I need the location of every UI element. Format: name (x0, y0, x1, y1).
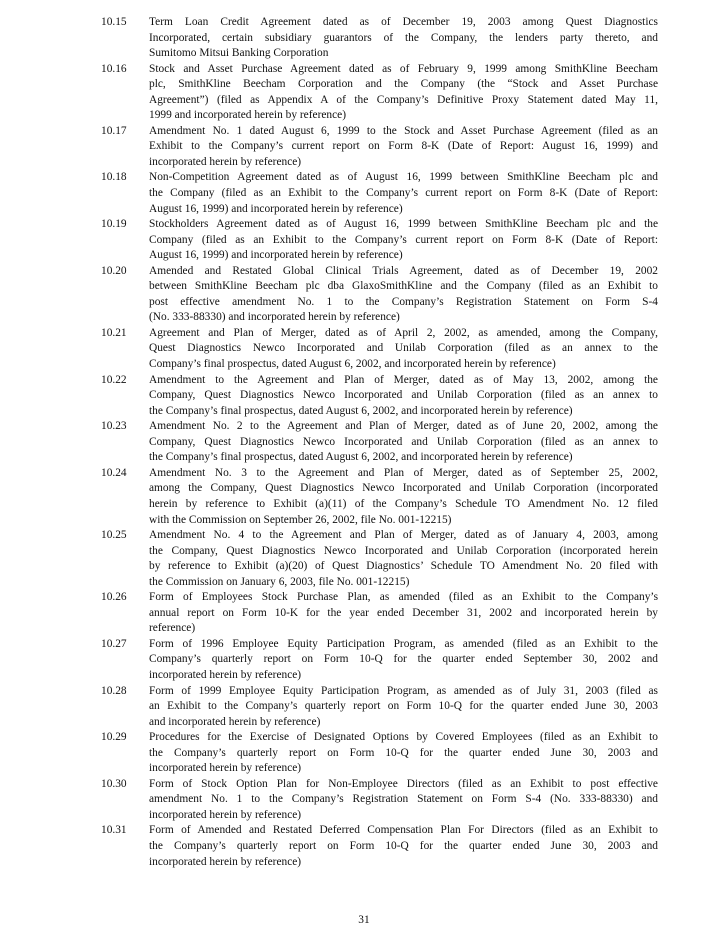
exhibit-entry (101, 777, 658, 824)
exhibit-description-line: Amendment No. 2 to the Agreement and Plan of Merger, dated as of June 20, 2002, among the (149, 420, 658, 433)
exhibit-description (149, 419, 658, 466)
exhibit-entry (101, 15, 658, 62)
exhibit-number: 10.24 (101, 466, 127, 479)
exhibit-list (101, 15, 658, 870)
exhibit-description-line: Stockholders Agreement dated as of August 16, 1999 between SmithKline Beecham plc and the (149, 218, 658, 231)
exhibit-number: 10.27 (101, 637, 127, 650)
exhibit-description-line: Procedures for the Exercise of Designated Options by Covered Employees (filed as an Exhibit to (149, 731, 658, 744)
page-number: 31 (358, 914, 370, 926)
exhibit-description-line: Form of 1999 Employee Equity Participation Program, as amended as of July 31, 2003 (filed as (149, 684, 658, 697)
exhibit-description-line: by reference to Exhibit (a)(20) of Quest Diagnostics’ Schedule TO Amendment No. 20 filed with (149, 560, 658, 573)
exhibit-description (149, 264, 658, 326)
exhibit-description-line: Stock and Asset Purchase Agreement dated as of February 9, 1999 among SmithKline Beecham (149, 62, 658, 75)
exhibit-number: 10.30 (101, 777, 127, 790)
exhibit-description-line: an Exhibit to the Company’s quarterly report on Form 10-Q for the quarter ended June 30, 2003 (149, 700, 658, 713)
exhibit-description-line: the Company, Quest Diagnostics Newco Incorporated and Unilab Corporation (incorporated herein (149, 544, 658, 557)
exhibit-entry (101, 637, 658, 684)
exhibit-description (149, 684, 658, 731)
exhibit-description-line: incorporated herein by reference) (149, 155, 302, 168)
exhibit-entry (101, 684, 658, 731)
exhibit-description-line: the Company’s final prospectus, dated August 6, 2002, and incorporated herein by reference) (149, 451, 573, 464)
exhibit-number: 10.20 (101, 264, 127, 277)
exhibit-description-line: herein by reference to Exhibit (a)(11) of the Company’s Schedule TO Amendment No. 12 filed (149, 497, 658, 510)
exhibit-number: 10.28 (101, 684, 127, 697)
exhibit-description-line: Sumitomo Mitsui Banking Corporation (149, 47, 329, 60)
exhibit-description (149, 15, 658, 62)
exhibit-entry (101, 419, 658, 466)
exhibit-number: 10.25 (101, 529, 127, 542)
exhibit-description-line: (No. 333-88330) and incorporated herein by reference) (149, 311, 400, 324)
exhibit-description-line: Incorporated, certain subsidiary guarantors of the Company, the lenders party thereto, and (149, 31, 658, 44)
exhibit-description-line: annual report on Form 10-K for the year ended December 31, 2002 and incorporated herein by (149, 606, 658, 619)
exhibit-description-line: 1999 and incorporated herein by reference) (149, 109, 347, 122)
exhibit-description-line: incorporated herein by reference) (149, 855, 302, 868)
exhibit-description-line: Company’s quarterly report on Form 10-Q for the quarter ended September 30, 2002 and (149, 653, 658, 666)
exhibit-entry (101, 326, 658, 373)
exhibit-number: 10.19 (101, 218, 127, 231)
exhibit-description-line: Company (filed as an Exhibit to the Company’s current report on Form 8-K (Date of Report: (149, 233, 658, 246)
exhibit-description-line: post effective amendment No. 1 to the Company’s Registration Statement on Form S-4 (149, 295, 658, 308)
exhibit-description-line: Form of Employees Stock Purchase Plan, as amended (filed as an Exhibit to the Company’s (149, 591, 658, 604)
exhibit-description-line: August 16, 1999) and incorporated herein by reference) (149, 202, 403, 215)
exhibit-description-line: Amended and Restated Global Clinical Trials Agreement, dated as of December 19, 2002 (149, 264, 658, 277)
exhibit-description-line: incorporated herein by reference) (149, 668, 302, 681)
exhibit-description-line: Quest Diagnostics Newco Incorporated and Unilab Corporation (filed as an annex to the (149, 342, 658, 355)
exhibit-description (149, 466, 658, 528)
exhibit-entry (101, 730, 658, 777)
exhibit-entry (101, 823, 658, 870)
exhibit-description-line: incorporated herein by reference) (149, 762, 302, 775)
exhibit-description-line: Non-Competition Agreement dated as of August 16, 1999 between SmithKline Beecham plc and (149, 171, 658, 184)
exhibit-description-line: the Commission on January 6, 2003, file No. 001-12215) (149, 575, 410, 588)
exhibit-entry (101, 264, 658, 326)
exhibit-number: 10.31 (101, 824, 127, 837)
exhibit-description (149, 730, 658, 777)
exhibit-number: 10.23 (101, 420, 127, 433)
exhibit-description-line: Amendment No. 3 to the Agreement and Plan of Merger, dated as of September 25, 2002, (149, 466, 658, 479)
exhibit-entry (101, 170, 658, 217)
exhibit-description (149, 373, 658, 420)
exhibit-description-line: Form of Amended and Restated Deferred Compensation Plan For Directors (filed as an Exhibit to (149, 824, 658, 837)
exhibit-description-line: August 16, 1999) and incorporated herein by reference) (149, 249, 403, 262)
exhibit-number: 10.17 (101, 124, 127, 137)
exhibit-entry (101, 373, 658, 420)
exhibit-number: 10.29 (101, 731, 127, 744)
exhibit-description-line: Company’s final prospectus, dated August 6, 2002, and incorporated herein by reference) (149, 358, 556, 371)
exhibit-description-line: Company, Quest Diagnostics Newco Incorporated and Unilab Corporation (filed as an annex to (149, 435, 658, 448)
exhibit-entry (101, 528, 658, 590)
exhibit-number: 10.26 (101, 591, 127, 604)
exhibit-description-line: amendment No. 1 to the Company’s Registration Statement on Form S-4 (No. 333-88330) and (149, 793, 658, 806)
exhibit-description-line: Company, Quest Diagnostics Newco Incorporated and Unilab Corporation (filed as an annex to (149, 389, 658, 402)
exhibit-description (149, 326, 658, 373)
exhibit-description-line: the Company’s quarterly report on Form 10-Q for the quarter ended June 30, 2003 and (149, 839, 658, 852)
exhibit-description-line: Amendment No. 4 to the Agreement and Plan of Merger, dated as of January 4, 2003, among (149, 529, 658, 542)
exhibit-description-line: reference) (149, 622, 196, 635)
exhibit-description-line: the Company (filed as an Exhibit to the Company’s current report on Form 8-K (Date of Report: (149, 187, 658, 200)
exhibit-description-line: with the Commission on September 26, 2002, file No. 001-12215) (149, 513, 452, 526)
exhibit-description-line: Amendment No. 1 dated August 6, 1999 to the Stock and Asset Purchase Agreement (filed as an (149, 124, 658, 137)
exhibit-description (149, 637, 658, 684)
exhibit-description-line: Exhibit to the Company’s current report on Form 8-K (Date of Report: August 16, 1999) and (149, 140, 658, 153)
exhibit-entry (101, 217, 658, 264)
exhibit-description-line: the Company’s final prospectus, dated August 6, 2002, and incorporated herein by reference) (149, 404, 573, 417)
exhibit-description-line: Term Loan Credit Agreement dated as of December 19, 2003 among Quest Diagnostics (149, 16, 658, 28)
exhibit-description-line: Amendment to the Agreement and Plan of Merger, dated as of May 13, 2002, among the (149, 373, 658, 386)
exhibit-description (149, 528, 658, 590)
exhibit-number: 10.21 (101, 326, 127, 339)
exhibit-description (149, 124, 658, 171)
exhibit-description-line: Agreement and Plan of Merger, dated as of April 2, 2002, as amended, among the Company, (149, 326, 658, 339)
exhibit-entry (101, 124, 658, 171)
exhibit-number: 10.16 (101, 62, 127, 75)
exhibit-description (149, 590, 658, 637)
exhibit-description-line: incorporated herein by reference) (149, 808, 302, 821)
exhibit-description (149, 62, 658, 124)
exhibit-description-line: the Company’s quarterly report on Form 10-Q for the quarter ended June 30, 2003 and (149, 746, 658, 759)
exhibit-description (149, 217, 658, 264)
exhibit-description-line: and incorporated herein by reference) (149, 715, 321, 728)
exhibit-description-line: among the Company, Quest Diagnostics Newco Incorporated and Unilab Corporation (incorporated (149, 482, 658, 495)
exhibit-number: 10.22 (101, 373, 127, 386)
exhibit-number: 10.15 (101, 16, 127, 28)
exhibit-description-line: plc, SmithKline Beecham Corporation and the Company (the “Stock and Asset Purchase (149, 78, 658, 91)
exhibit-entry (101, 466, 658, 528)
exhibit-description-line: Form of 1996 Employee Equity Participation Program, as amended (filed as an Exhibit to the (149, 637, 658, 650)
exhibit-description-line: Agreement”) (filed as Appendix A of the Company’s Definitive Proxy Statement dated May 11, (149, 93, 658, 106)
exhibit-entry (101, 62, 658, 124)
exhibit-number: 10.18 (101, 171, 127, 184)
exhibit-description-line: between SmithKline Beecham plc dba GlaxoSmithKline and the Company (filed as an Exhibit to (149, 280, 658, 293)
exhibit-entry (101, 590, 658, 637)
exhibit-description (149, 823, 658, 870)
exhibit-description (149, 170, 658, 217)
exhibit-description-line: Form of Stock Option Plan for Non-Employee Directors (filed as an Exhibit to post effective (149, 777, 658, 790)
exhibit-description (149, 777, 658, 824)
